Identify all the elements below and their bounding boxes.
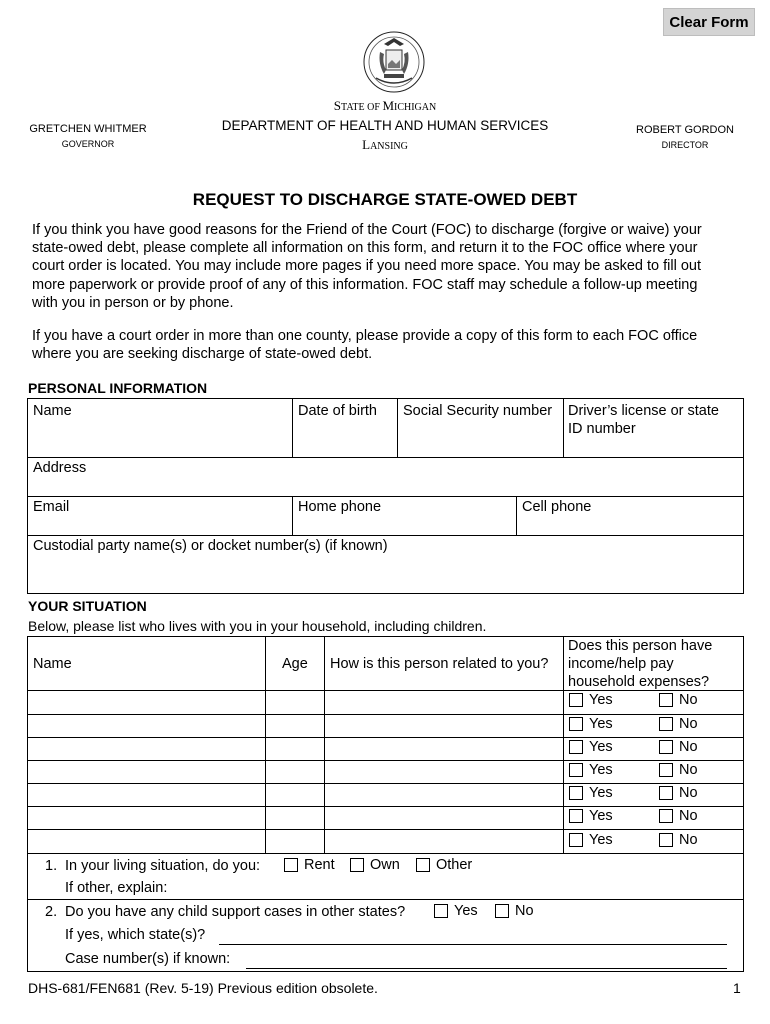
income-no-checkbox[interactable] <box>659 717 673 731</box>
q2-no-checkbox[interactable] <box>495 904 509 918</box>
situation-heading: YOUR SITUATION <box>28 598 147 614</box>
personal-info-heading: PERSONAL INFORMATION <box>28 380 208 396</box>
q1-explain-label: If other, explain: <box>65 880 168 896</box>
income-yes-option[interactable]: Yes <box>569 808 613 824</box>
income-no-option[interactable]: No <box>659 832 698 848</box>
own-checkbox[interactable] <box>350 858 364 872</box>
q2-yes-checkbox[interactable] <box>434 904 448 918</box>
intro-paragraph: If you think you have good reasons for the Friend of the Court (FOC) to discharge (forgive or waive) your state-owed debt, please complete all information on this form, and return it to the FOC office where your court order is located. You may include more pages if you need more space. You may be asked to fill out more paperwork or provide proof of any of this information. FOC staff may schedule a follow-up meeting with you in person or by phone. <box>32 222 702 311</box>
q2-text: Do you have any child support cases in other states? <box>65 904 406 920</box>
income-yes-checkbox[interactable] <box>569 740 583 754</box>
income-yes-checkbox[interactable] <box>569 693 583 707</box>
form-id: DHS-681/FEN681 (Rev. 5-19) Previous edition obsolete. <box>28 980 378 996</box>
income-no-checkbox[interactable] <box>659 833 673 847</box>
state-name: STATE OF MICHIGAN <box>333 98 437 113</box>
q1-rent-option[interactable]: Rent <box>284 857 335 873</box>
form-title: REQUEST TO DISCHARGE STATE-OWED DEBT <box>192 190 578 209</box>
cell-phone-field[interactable]: Cell phone <box>522 499 592 515</box>
income-yes-checkbox[interactable] <box>569 717 583 731</box>
page-number: 1 <box>733 980 741 996</box>
q1-other-option[interactable]: Other <box>416 857 472 873</box>
income-yes-checkbox[interactable] <box>569 786 583 800</box>
income-no-checkbox[interactable] <box>659 809 673 823</box>
col-header-name: Name <box>33 656 72 672</box>
situation-subtext: Below, please list who lives with you in your household, including children. <box>28 618 487 634</box>
col-header-relation: How is this person related to you? <box>330 656 549 672</box>
income-yes-option[interactable]: Yes <box>569 762 613 778</box>
q2-case-numbers-label: Case number(s) if known: <box>65 951 231 967</box>
income-no-checkbox[interactable] <box>659 786 673 800</box>
michigan-seal-icon <box>362 30 426 94</box>
home-phone-field[interactable]: Home phone <box>298 499 382 515</box>
ssn-field[interactable]: Social Security number <box>403 403 553 419</box>
q2-number: 2. <box>45 904 58 920</box>
income-no-option[interactable]: No <box>659 762 698 778</box>
name-field[interactable]: Name <box>33 403 72 419</box>
city-name: LANSING <box>362 137 408 152</box>
q2-yes-option[interactable]: Yes <box>434 903 478 919</box>
address-field[interactable]: Address <box>33 460 87 476</box>
governor-title: GOVERNOR <box>61 139 115 149</box>
rent-checkbox[interactable] <box>284 858 298 872</box>
income-yes-option[interactable]: Yes <box>569 716 613 732</box>
income-yes-option[interactable]: Yes <box>569 832 613 848</box>
income-yes-checkbox[interactable] <box>569 809 583 823</box>
director-title: DIRECTOR <box>661 140 709 150</box>
income-no-checkbox[interactable] <box>659 763 673 777</box>
q2-no-option[interactable]: No <box>495 903 534 919</box>
q2-which-states-label: If yes, which state(s)? <box>65 927 206 943</box>
income-no-option[interactable]: No <box>659 716 698 732</box>
income-yes-checkbox[interactable] <box>569 833 583 847</box>
income-no-option[interactable]: No <box>659 785 698 801</box>
income-yes-option[interactable]: Yes <box>569 739 613 755</box>
income-yes-checkbox[interactable] <box>569 763 583 777</box>
q1-text: In your living situation, do you: <box>65 858 261 874</box>
q1-number: 1. <box>45 858 58 874</box>
clear-form-button[interactable]: Clear Form <box>663 8 755 36</box>
director-name: ROBERT GORDON <box>636 124 734 136</box>
intro-paragraph-2: If you have a court order in more than one county, please provide a copy of this form to each FOC office where you are seeking discharge of state-owed debt. <box>32 328 698 363</box>
income-no-checkbox[interactable] <box>659 740 673 754</box>
department-name: DEPARTMENT OF HEALTH AND HUMAN SERVICES <box>221 118 549 133</box>
income-no-option[interactable]: No <box>659 692 698 708</box>
income-yes-option[interactable]: Yes <box>569 692 613 708</box>
drivers-license-field[interactable]: Driver’s license or state ID number <box>568 403 719 437</box>
q1-own-option[interactable]: Own <box>350 857 400 873</box>
col-header-age: Age <box>282 656 308 672</box>
which-states-input[interactable] <box>219 944 727 945</box>
case-numbers-input[interactable] <box>246 968 727 969</box>
dob-field[interactable]: Date of birth <box>298 403 377 419</box>
income-no-option[interactable]: No <box>659 808 698 824</box>
email-field[interactable]: Email <box>33 499 70 515</box>
governor-name: GRETCHEN WHITMER <box>29 123 147 135</box>
custodial-party-field[interactable]: Custodial party name(s) or docket number(s) (if known) <box>33 538 388 554</box>
income-yes-option[interactable]: Yes <box>569 785 613 801</box>
other-checkbox[interactable] <box>416 858 430 872</box>
income-no-option[interactable]: No <box>659 739 698 755</box>
col-header-income: Does this person have income/help pay household expenses? <box>568 638 713 690</box>
income-no-checkbox[interactable] <box>659 693 673 707</box>
